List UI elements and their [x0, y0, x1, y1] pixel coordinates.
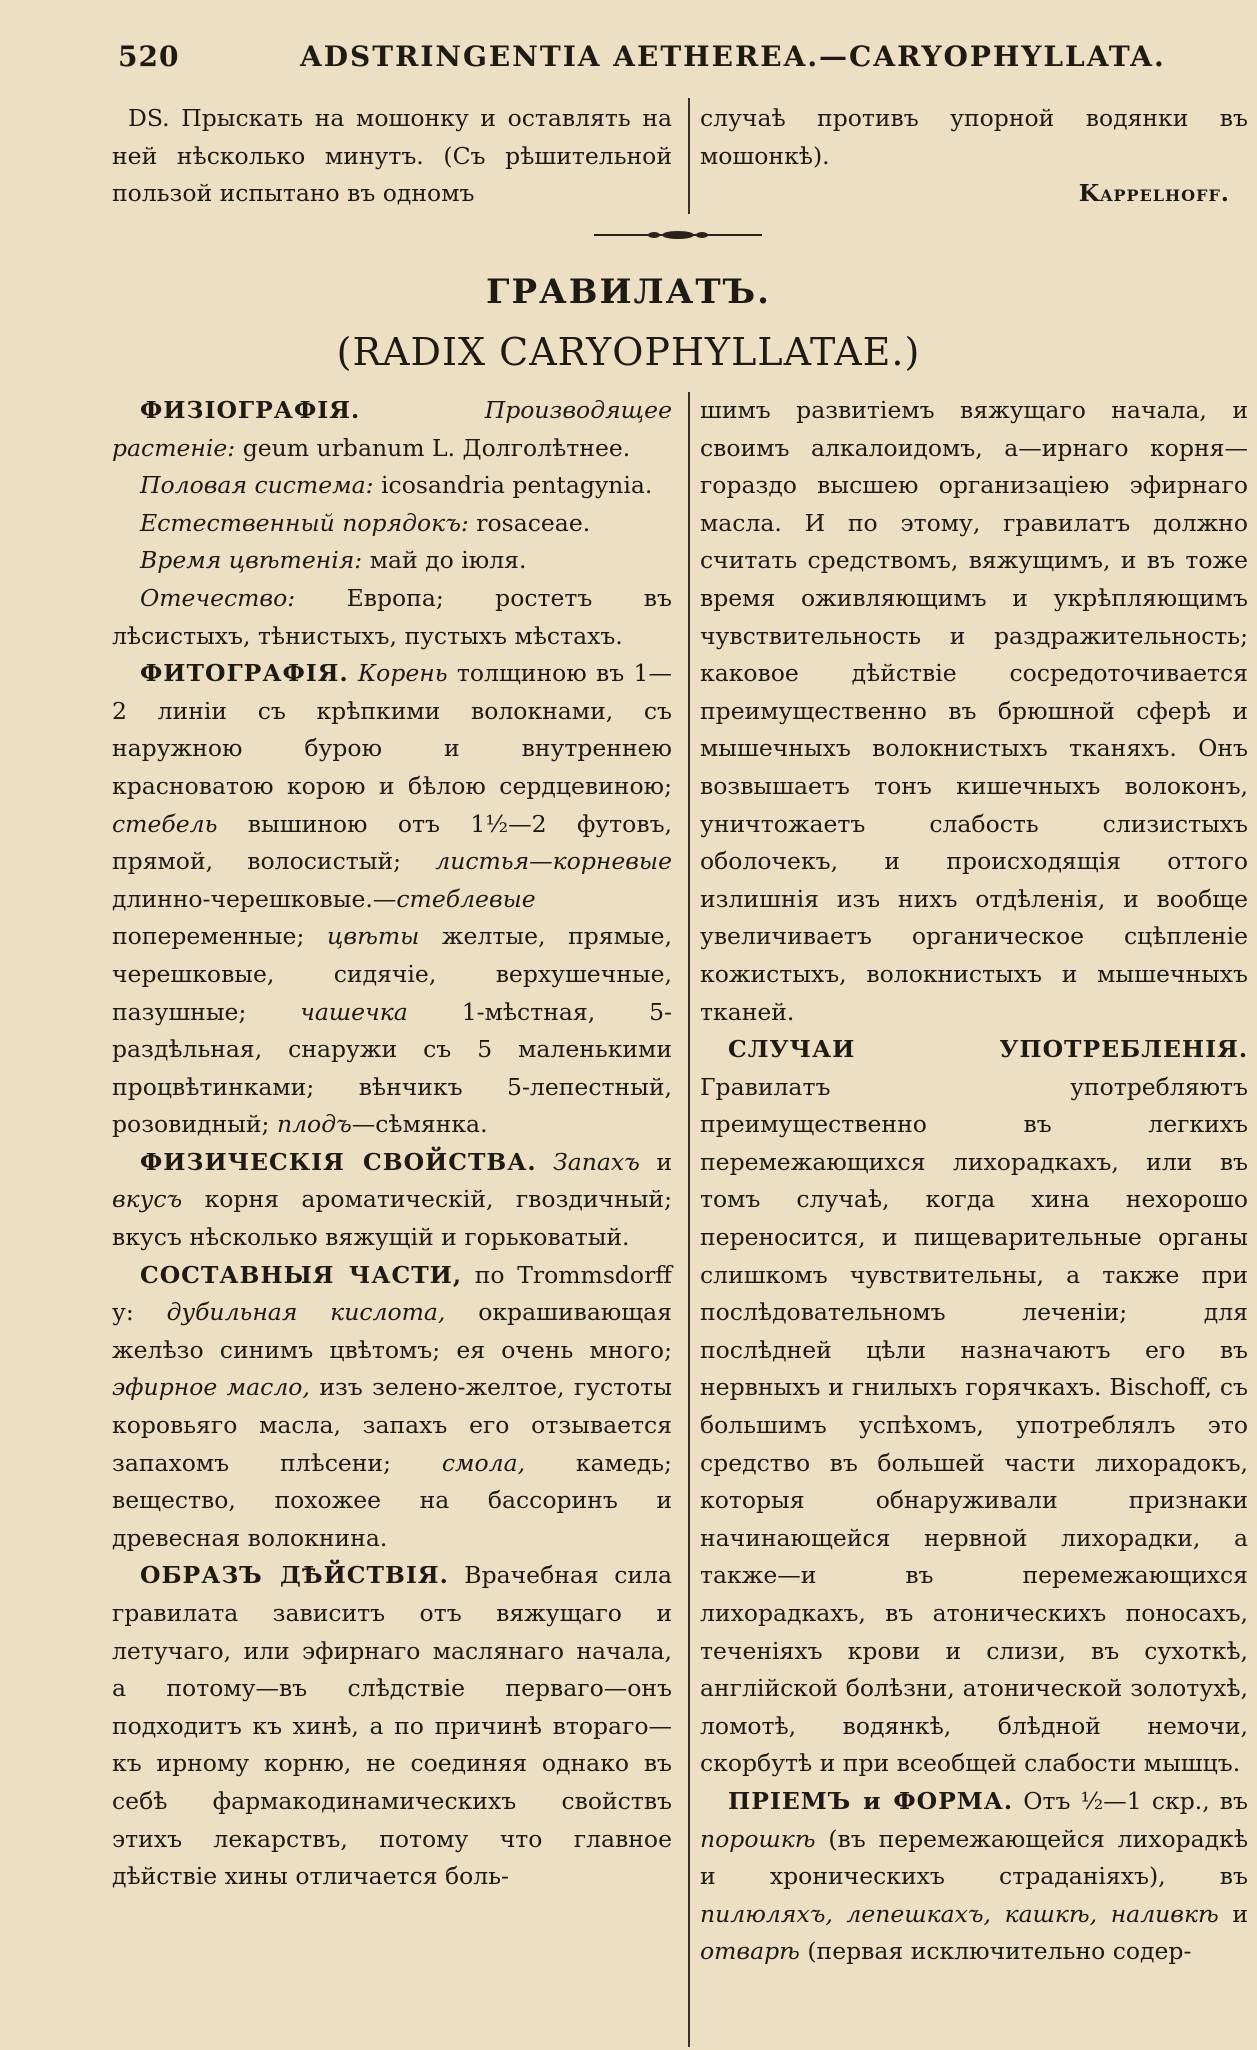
inline-text: камедь; вещество, похожее на бассоринъ и древесная волокнина.	[112, 1448, 672, 1552]
section-heading: ФИТОГРАФІЯ.	[140, 659, 349, 688]
inline-text: rosaceae.	[476, 508, 591, 537]
inline-label: порошкѣ	[700, 1824, 816, 1853]
inline-text: май до іюля.	[369, 546, 527, 575]
inline-label: Отечество:	[140, 583, 296, 612]
inline-text: icosandria pentagynia.	[381, 471, 653, 500]
inline-text: попеременные;	[112, 922, 305, 951]
inline-text: 1-мѣстная, 5-раздѣльная, снаружи съ 5 маленькими процвѣтинками; вѣнчикъ 5-лепестный, розовидный;	[112, 997, 672, 1139]
inline-label: эфирное масло,	[112, 1373, 310, 1402]
inline-text: Отъ ½—1 скр., въ	[1023, 1786, 1248, 1815]
inline-text: окрашивающая желѣзо синимъ цвѣтомъ; ея очень много;	[112, 1298, 672, 1364]
section-heading: ОБРАЗЪ ДѢЙСТВІЯ.	[140, 1561, 449, 1590]
inline-text: вышиною отъ 1½—2 футовъ, прямой, волосистый;	[112, 809, 672, 876]
inline-label: отварѣ	[700, 1937, 800, 1966]
physical-properties-paragraph	[112, 1144, 672, 1257]
section-heading: ФИЗИЧЕСКІЯ СВОЙСТВА.	[140, 1147, 537, 1176]
inline-label: плодъ	[276, 1110, 352, 1139]
top-left-paragraph: DS. Прыскать на мошонку и оставлять на ней нѣсколько минутъ. (Съ рѣшительной пользой испытано въ одномъ	[112, 104, 672, 208]
top-column-divider	[688, 98, 690, 214]
homeland-line	[112, 580, 672, 655]
inline-text: длинно-черешковые.—	[112, 884, 397, 913]
inline-label: Половая система:	[140, 471, 374, 500]
inline-label: чашечка	[300, 997, 408, 1026]
left-column	[112, 392, 672, 1896]
inline-text: Врачебная сила гравилата зависитъ отъ вяжущаго и летучаго, или эфирнаго маслянаго начала, а потому—въ слѣдствіе перваго—онъ подходитъ къ хинѣ, а по причинѣ втораго—къ ирному корню, не соединяя однако въ себѣ фармакодинамическихъ свойствъ этихъ лекарствъ, потому что главное дѣйствіе хины отличается боль-	[112, 1561, 672, 1891]
inline-text: по Trommsdorff у:	[112, 1260, 672, 1327]
phytography-paragraph	[112, 655, 672, 1144]
dosage-paragraph	[700, 1783, 1248, 1971]
inline-label: Естественный порядокъ:	[140, 508, 469, 537]
inline-label: листья—корневые	[435, 847, 672, 876]
mode-of-action-continuation: шимъ развитіемъ вяжущаго начала, и своимъ алкалоидомъ, а—ирнаго корня—гораздо высшею организаціею эфирнаго масла. И по этому, гравилатъ должно считать средствомъ, вяжущимъ, и въ тоже время оживляющимъ и укрѣпляющимъ чувствительность и раздражительность; каковое дѣйствіе сосредоточивается преимущественно въ брюшной сферѣ и мышечныхъ волокнистыхъ тканяхъ. Онъ возвышаетъ тонъ кишечныхъ волоконъ, уничтожаетъ слабость слизистыхъ оболочекъ, и происходящія оттого излишнія изъ нихъ отдѣленія, и вообще увеличиваетъ органическое сцѣпленіе кожистыхъ, волокнистыхъ и мышечныхъ тканей.	[700, 396, 1248, 1026]
section-heading: СОСТАВНЫЯ ЧАСТИ,	[140, 1260, 463, 1289]
inline-text: желтые, прямые, черешковые, сидячіе, верхушечные, пазушные;	[112, 922, 672, 1026]
article-subtitle: (RADIX CARYOPHYLLATAE.)	[336, 330, 921, 374]
inline-label: вкусъ	[112, 1185, 183, 1214]
inline-label: пилюляхъ, лепешкахъ, кашкѣ, наливкѣ	[700, 1899, 1219, 1928]
inline-label: Корень	[358, 659, 448, 688]
inline-text: —сѣмянка.	[351, 1110, 488, 1139]
running-title: ADSTRINGENTIA AETHEREA.—CARYOPHYLLATA.	[300, 40, 1166, 73]
inline-text: и	[656, 1147, 672, 1176]
inline-label: дубильная кислота,	[166, 1298, 446, 1327]
physiography-paragraph	[112, 392, 672, 467]
inline-label: стебель	[112, 809, 218, 838]
page-number: 520	[118, 40, 180, 73]
top-right-text	[700, 100, 1248, 213]
natural-order-line	[112, 505, 672, 543]
inline-text: корня ароматическій, гвоздичный; вкусъ нѣсколько вяжущій и горьковатый.	[112, 1185, 672, 1252]
inline-label: стеблевые	[396, 884, 536, 913]
inline-text: (въ перемежающейся лихорадкѣ и хроническихъ страданіяхъ), въ	[700, 1824, 1248, 1891]
inline-text: Гравилатъ употребляютъ преимущественно въ легкихъ перемежающихся лихорадкахъ, или въ томъ случаѣ, когда хина нехорошо переносится, и пищеварительные органы слишкомъ чувствительны, а также при послѣдовательномъ леченіи; для послѣдней цѣли назначаютъ его въ нервныхъ и гнилыхъ горячкахъ. Bischoff, съ большимъ успѣхомъ, употреблялъ это средство въ большей части лихорадокъ, которыя обнаруживали признаки начинающейся нервной лихорадки, а также—и въ перемежающихся лихорадкахъ, въ атоническихъ поносахъ, теченіяхъ крови и слизи, въ сухоткѣ, англійской болѣзни, атонической золотухѣ, ломотѣ, водянкѣ, блѣдной немочи, скорбутѣ и при всеобщей слабости мышцъ.	[700, 1072, 1248, 1778]
inline-label: смола,	[441, 1448, 526, 1477]
section-heading: ПРІЕМЪ и ФОРМА.	[728, 1786, 1014, 1815]
inline-text: изъ зелено-желтое, густоты коровьяго масла, запахъ его отзывается запахомъ плѣсени;	[112, 1373, 672, 1477]
inline-label: Запахъ	[553, 1147, 640, 1176]
mode-of-action-paragraph	[112, 1557, 672, 1895]
sexual-system-line	[112, 467, 672, 505]
flowering-time-line	[112, 542, 672, 580]
indications-paragraph	[700, 1031, 1248, 1783]
top-left-text	[112, 100, 672, 213]
inline-text: Европа; ростетъ въ лѣсистыхъ, тѣнистыхъ, пустыхъ мѣстахъ.	[112, 583, 672, 650]
inline-text: geum urbanum L. Долголѣтнее.	[242, 433, 631, 462]
ornament-divider	[592, 228, 764, 242]
signature: Kappelhoff.	[1078, 179, 1230, 208]
article-title: ГРАВИЛАТЪ.	[485, 272, 771, 312]
inline-text: (первая исключительно содер-	[807, 1937, 1192, 1966]
inline-label: Производящее растеніе:	[112, 396, 672, 462]
column-divider	[688, 392, 690, 2047]
inline-label: Время цвѣтенія:	[140, 546, 363, 575]
top-right-paragraph: случаѣ противъ упорной водянки въ мошонкѣ).	[700, 104, 1248, 170]
right-column	[700, 392, 1248, 1971]
inline-label: цвѣты	[327, 922, 420, 951]
components-paragraph	[112, 1257, 672, 1558]
section-heading: СЛУЧАИ УПОТРЕБЛЕНІЯ.	[728, 1035, 1248, 1064]
inline-text: и	[1232, 1899, 1248, 1928]
section-heading: ФИЗІОГРАФІЯ.	[140, 396, 361, 424]
inline-text: толщиною въ 1—2 линіи съ крѣпкими волокнами, съ наружною бурою и внутреннею красноватою корою и бѣлою сердцевиною;	[112, 659, 672, 800]
